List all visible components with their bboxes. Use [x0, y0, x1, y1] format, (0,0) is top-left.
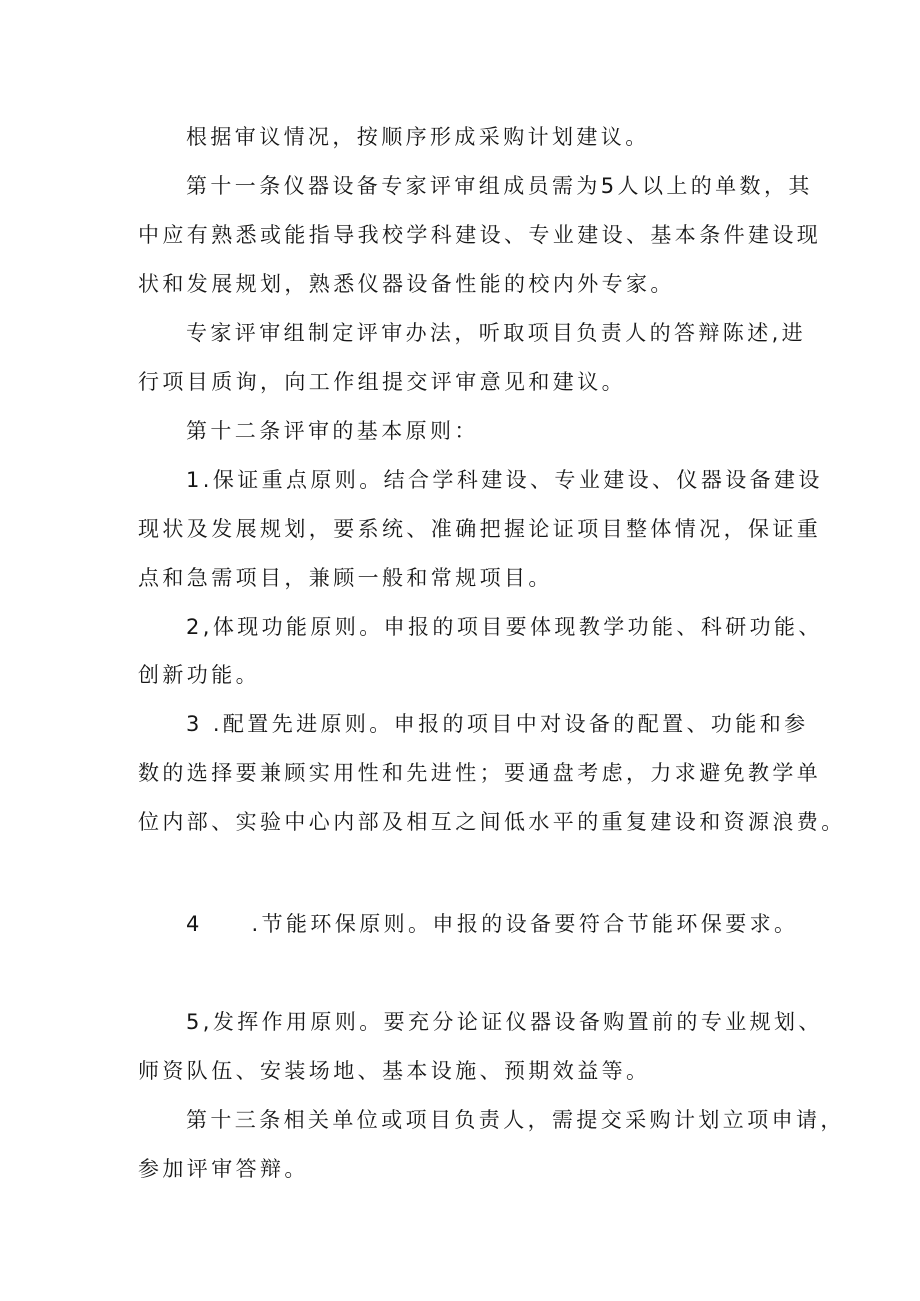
paragraph-line: 专家评审组制定评审办法，听取项目负责人的答辩陈述,进 — [186, 321, 807, 345]
paragraph-line: 位内部、实验中心内部及相互之间低水平的重复建设和资源浪费。 — [138, 810, 846, 834]
principle-3-line: 3 .配置先进原则。申报的项目中对设备的配置、功能和参 — [186, 712, 809, 736]
article-13-line: 第十三条相关单位或项目负责人，需提交采购计划立项申请， — [186, 1108, 845, 1132]
principle-4-line: 4 .节能环保原则。申报的设备要符合节能环保要求。 — [186, 912, 799, 936]
principle-1-line: 1.保证重点原则。结合学科建设、专业建设、仪器设备建设 — [186, 468, 823, 492]
paragraph-line: 根据审议情况，按顺序形成采购计划建议。 — [186, 125, 650, 149]
paragraph-line: 师资队伍、安装场地、基本设施、预期效益等。 — [138, 1059, 651, 1083]
principle-5-line: 5,发挥作用原则。要充分论证仪器设备购置前的专业规划、 — [186, 1010, 823, 1034]
paragraph-line: 状和发展规划，熟悉仪器设备性能的校内外专家。 — [138, 272, 675, 296]
paragraph-line: 点和急需项目，兼顾一般和常规项目。 — [138, 566, 553, 590]
paragraph-line: 创新功能。 — [138, 663, 260, 687]
article-12-heading: 第十二条评审的基本原则： — [186, 419, 479, 443]
article-11-line: 第十一条仪器设备专家评审组成员需为5人以上的单数，其 — [186, 174, 813, 198]
paragraph-line: 参加评审答辩。 — [138, 1157, 309, 1181]
paragraph-line: 中应有熟悉或能指导我校学科建设、专业建设、基本条件建设现 — [138, 223, 822, 247]
paragraph-line: 现状及发展规划，要系统、准确把握论证项目整体情况，保证重 — [138, 517, 822, 541]
principle-2-line: 2,体现功能原则。申报的项目要体现教学功能、科研功能、 — [186, 615, 823, 639]
paragraph-line: 行项目质询，向工作组提交评审意见和建议。 — [138, 370, 626, 394]
paragraph-line: 数的选择要兼顾实用性和先进性；要通盘考虑，力求避免教学单 — [138, 761, 822, 785]
